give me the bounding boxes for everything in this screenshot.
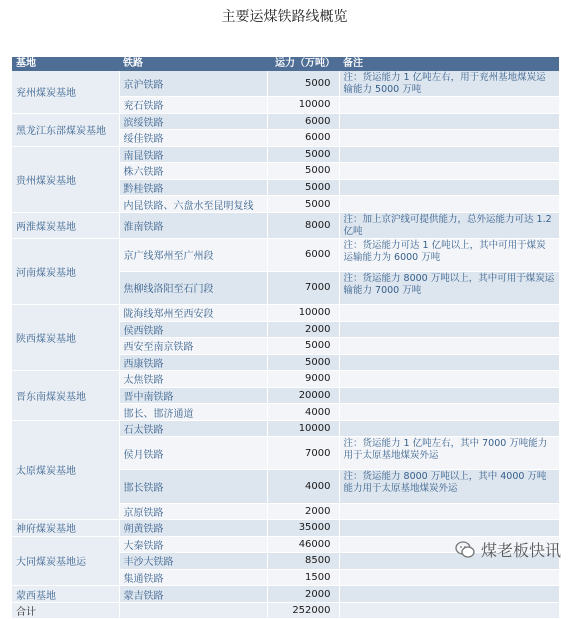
note-cell (339, 196, 559, 213)
base-cell: 陕西煤炭基地 (12, 305, 119, 371)
table-row (12, 113, 559, 130)
rail-cell: 蒙吉铁路 (119, 586, 267, 603)
rail-cell: 焦柳线洛阳至石门段 (119, 271, 267, 304)
note-cell (339, 113, 559, 130)
table-row (12, 305, 559, 322)
capacity-cell: 20000 (267, 387, 339, 404)
note-cell (339, 179, 559, 196)
capacity-cell: 5000 (267, 196, 339, 213)
note-cell (339, 163, 559, 180)
capacity-cell: 1500 (267, 569, 339, 586)
header-capacity: 运力（万吨） (267, 57, 339, 71)
total-capacity: 252000 (267, 602, 339, 619)
rail-cell: 绥佳铁路 (119, 130, 267, 147)
note-cell (339, 520, 559, 537)
rail-cell: 株六铁路 (119, 163, 267, 180)
note-cell (339, 420, 559, 437)
total-spacer (119, 602, 267, 619)
capacity-cell: 6000 (267, 130, 339, 147)
note-cell (339, 569, 559, 586)
capacity-cell: 2000 (267, 503, 339, 520)
rail-cell: 西安至南京铁路 (119, 338, 267, 355)
rail-cell: 太焦铁路 (119, 371, 267, 388)
header-base: 基地 (12, 57, 119, 71)
note-cell: 注：加上京沪线可提供能力，总外运能力可达 1.2 亿吨 (339, 212, 559, 238)
capacity-cell: 9000 (267, 371, 339, 388)
wechat-icon (455, 540, 475, 560)
note-cell (339, 130, 559, 147)
rail-cell: 晋中南铁路 (119, 387, 267, 404)
note-cell (339, 354, 559, 371)
base-cell: 神府煤炭基地 (12, 520, 119, 537)
rail-cell: 南昆铁路 (119, 146, 267, 163)
note-cell: 注：货运能力可达 1 亿吨以上，其中可用于煤炭运输能力为 6000 万吨 (339, 238, 559, 271)
note-cell: 注：货运能力 1 亿吨左右，用于兖州基地煤炭运输能力 5000 万吨 (339, 71, 559, 97)
capacity-cell: 5000 (267, 71, 339, 97)
note-cell: 注：货运能力 1 亿吨左右，其中 7000 万吨能力用于太原基地煤炭外运 (339, 437, 559, 470)
note-cell (339, 338, 559, 355)
base-cell: 兖州煤炭基地 (12, 71, 119, 113)
capacity-cell: 35000 (267, 520, 339, 537)
rail-cell: 陇海线郑州至西安段 (119, 305, 267, 322)
base-cell: 两淮煤炭基地 (12, 212, 119, 238)
rail-cell: 西康铁路 (119, 354, 267, 371)
total-row (12, 602, 559, 619)
capacity-cell: 6000 (267, 113, 339, 130)
total-label: 合计 (12, 602, 119, 619)
rail-cell: 丰沙大铁路 (119, 553, 267, 570)
table-body (12, 71, 559, 619)
base-cell: 黑龙江东部煤炭基地 (12, 113, 119, 146)
note-cell (339, 97, 559, 114)
base-cell: 蒙西基地 (12, 586, 119, 603)
rail-cell: 集通铁路 (119, 569, 267, 586)
watermark-text: 煤老板快讯 (480, 541, 561, 560)
table-row (12, 146, 559, 163)
capacity-cell: 5000 (267, 163, 339, 180)
capacity-cell: 7000 (267, 437, 339, 470)
rail-cell: 京沪铁路 (119, 71, 267, 97)
capacity-cell: 10000 (267, 305, 339, 322)
capacity-cell: 5000 (267, 146, 339, 163)
rail-cell: 内昆铁路、六盘水至昆明复线 (119, 196, 267, 213)
base-cell: 河南煤炭基地 (12, 238, 119, 304)
rail-cell: 大秦铁路 (119, 536, 267, 553)
capacity-cell: 8000 (267, 212, 339, 238)
table-row (12, 212, 559, 238)
capacity-cell: 46000 (267, 536, 339, 553)
capacity-cell: 5000 (267, 179, 339, 196)
table-row (12, 520, 559, 537)
rail-cell: 朔黄铁路 (119, 520, 267, 537)
table-header-row (12, 57, 559, 71)
note-cell (339, 586, 559, 603)
note-cell (339, 404, 559, 421)
note-cell (339, 146, 559, 163)
base-cell: 贵州煤炭基地 (12, 146, 119, 212)
railway-table (12, 57, 560, 619)
base-cell: 晋东南煤炭基地 (12, 371, 119, 421)
note-cell (339, 371, 559, 388)
rail-cell: 黔桂铁路 (119, 179, 267, 196)
base-cell: 太原煤炭基地 (12, 420, 119, 519)
header-rail: 铁路 (119, 57, 267, 71)
rail-cell: 邯长铁路 (119, 470, 267, 503)
note-cell: 注：货运能力 8000 万吨以上，其中 4000 万吨能力用于太原基地煤炭外运 (339, 470, 559, 503)
note-cell: 注：货运能力 8000 万吨以上，其中可用于煤炭运输能力 7000 万吨 (339, 271, 559, 304)
table-row (12, 71, 559, 97)
note-cell (339, 305, 559, 322)
page-title: 主要运煤铁路线概览 (221, 9, 348, 25)
capacity-cell: 8500 (267, 553, 339, 570)
table-row (12, 420, 559, 437)
rail-cell: 滨绥铁路 (119, 113, 267, 130)
capacity-cell: 10000 (267, 97, 339, 114)
capacity-cell: 5000 (267, 338, 339, 355)
header-note: 备注 (339, 57, 559, 71)
rail-cell: 京原铁路 (119, 503, 267, 520)
base-cell: 大同煤炭基地运 (12, 536, 119, 586)
total-note (339, 602, 559, 619)
rail-cell: 石太铁路 (119, 420, 267, 437)
capacity-cell: 7000 (267, 271, 339, 304)
note-cell (339, 503, 559, 520)
rail-cell: 淮南铁路 (119, 212, 267, 238)
capacity-cell: 5000 (267, 354, 339, 371)
rail-cell: 兖石铁路 (119, 97, 267, 114)
table-row (12, 586, 559, 603)
rail-cell: 京广线郑州至广州段 (119, 238, 267, 271)
capacity-cell: 10000 (267, 420, 339, 437)
rail-cell: 侯西铁路 (119, 321, 267, 338)
table-row (12, 371, 559, 388)
capacity-cell: 2000 (267, 321, 339, 338)
table-row (12, 238, 559, 271)
rail-cell: 侯月铁路 (119, 437, 267, 470)
watermark (455, 538, 561, 561)
note-cell (339, 387, 559, 404)
capacity-cell: 2000 (267, 586, 339, 603)
capacity-cell: 4000 (267, 470, 339, 503)
rail-cell: 邯长、邯济通道 (119, 404, 267, 421)
capacity-cell: 4000 (267, 404, 339, 421)
note-cell (339, 321, 559, 338)
capacity-cell: 6000 (267, 238, 339, 271)
